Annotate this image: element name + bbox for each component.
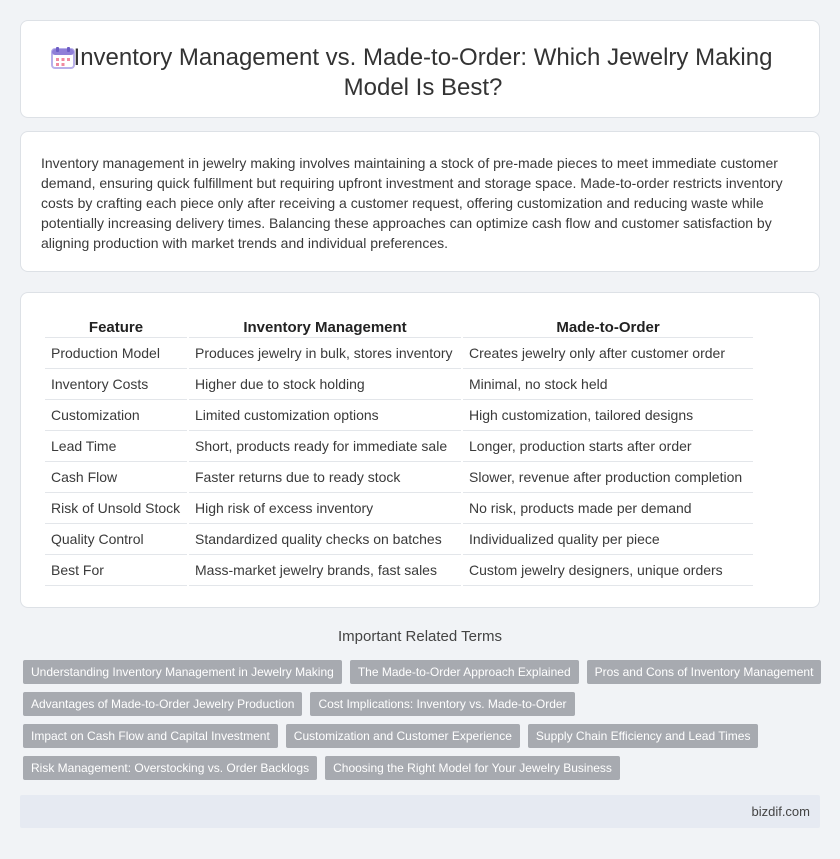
related-term-tag[interactable]: Choosing the Right Model for Your Jewelry Business <box>325 756 620 780</box>
header-made-to-order: Made-to-Order <box>463 314 753 338</box>
related-term-tag[interactable]: Impact on Cash Flow and Capital Investment <box>23 724 278 748</box>
inventory-cell: Limited customization options <box>189 400 461 431</box>
related-terms-tags <box>23 660 823 788</box>
related-term-tag[interactable]: The Made-to-Order Approach Explained <box>350 660 579 684</box>
related-terms-heading: Important Related Terms <box>338 628 502 645</box>
related-term-tag[interactable]: Advantages of Made-to-Order Jewelry Production <box>23 692 302 716</box>
table-row <box>45 369 753 400</box>
footer-site-link[interactable]: bizdif.com <box>751 804 810 819</box>
tag-row <box>23 692 823 716</box>
table-row <box>45 462 753 493</box>
related-term-tag[interactable]: Understanding Inventory Management in Jewelry Making <box>23 660 342 684</box>
footer <box>20 795 820 828</box>
made-to-order-cell: Custom jewelry designers, unique orders <box>463 555 753 586</box>
feature-cell: Quality Control <box>45 524 187 555</box>
inventory-cell: High risk of excess inventory <box>189 493 461 524</box>
related-term-tag[interactable]: Supply Chain Efficiency and Lead Times <box>528 724 759 748</box>
inventory-cell: Mass-market jewelry brands, fast sales <box>189 555 461 586</box>
related-term-tag[interactable]: Pros and Cons of Inventory Management <box>587 660 822 684</box>
intro-text: Inventory management in jewelry making involves maintaining a stock of pre-made pieces to meet immediate customer demand, ensuring quick fulfillment but requiring upfront investment and storage space. Made-to-order restricts inventory costs by crafting each piece only after receiving a customer request, offering customization and reducing waste while potentially increasing delivery times. Balancing these approaches can optimize cash flow and customer satisfaction by aligning production with market trends and individual preferences. <box>41 155 783 251</box>
made-to-order-cell: Individualized quality per piece <box>463 524 753 555</box>
feature-cell: Lead Time <box>45 431 187 462</box>
inventory-cell: Standardized quality checks on batches <box>189 524 461 555</box>
feature-cell: Cash Flow <box>45 462 187 493</box>
related-term-tag[interactable]: Customization and Customer Experience <box>286 724 520 748</box>
table-row <box>45 431 753 462</box>
table-row <box>45 400 753 431</box>
header-inventory-management: Inventory Management <box>189 314 461 338</box>
inventory-cell: Higher due to stock holding <box>189 369 461 400</box>
table-row <box>45 338 753 369</box>
feature-cell: Inventory Costs <box>45 369 187 400</box>
table-header-row <box>45 314 753 338</box>
made-to-order-cell: Slower, revenue after production completion <box>463 462 753 493</box>
table-row <box>45 493 753 524</box>
table-row <box>45 524 753 555</box>
table-row <box>45 555 753 586</box>
made-to-order-cell: Creates jewelry only after customer order <box>463 338 753 369</box>
intro-card <box>20 131 820 272</box>
tag-row <box>23 724 823 748</box>
comparison-table <box>43 314 755 586</box>
title-card <box>20 20 820 118</box>
feature-cell: Best For <box>45 555 187 586</box>
comparison-card <box>20 292 820 608</box>
tag-row <box>23 660 823 684</box>
tag-row <box>23 756 823 780</box>
made-to-order-cell: Longer, production starts after order <box>463 431 753 462</box>
header-feature: Feature <box>45 314 187 338</box>
feature-cell: Production Model <box>45 338 187 369</box>
related-term-tag[interactable]: Risk Management: Overstocking vs. Order Backlogs <box>23 756 317 780</box>
feature-cell: Risk of Unsold Stock <box>45 493 187 524</box>
made-to-order-cell: Minimal, no stock held <box>463 369 753 400</box>
page-title: Inventory Management vs. Made-to-Order: Which Jewelry Making Model Is Best? <box>73 44 773 101</box>
inventory-cell: Faster returns due to ready stock <box>189 462 461 493</box>
made-to-order-cell: High customization, tailored designs <box>463 400 753 431</box>
feature-cell: Customization <box>45 400 187 431</box>
made-to-order-cell: No risk, products made per demand <box>463 493 753 524</box>
related-term-tag[interactable]: Cost Implications: Inventory vs. Made-to-Order <box>310 692 574 716</box>
inventory-cell: Short, products ready for immediate sale <box>189 431 461 462</box>
inventory-cell: Produces jewelry in bulk, stores inventory <box>189 338 461 369</box>
